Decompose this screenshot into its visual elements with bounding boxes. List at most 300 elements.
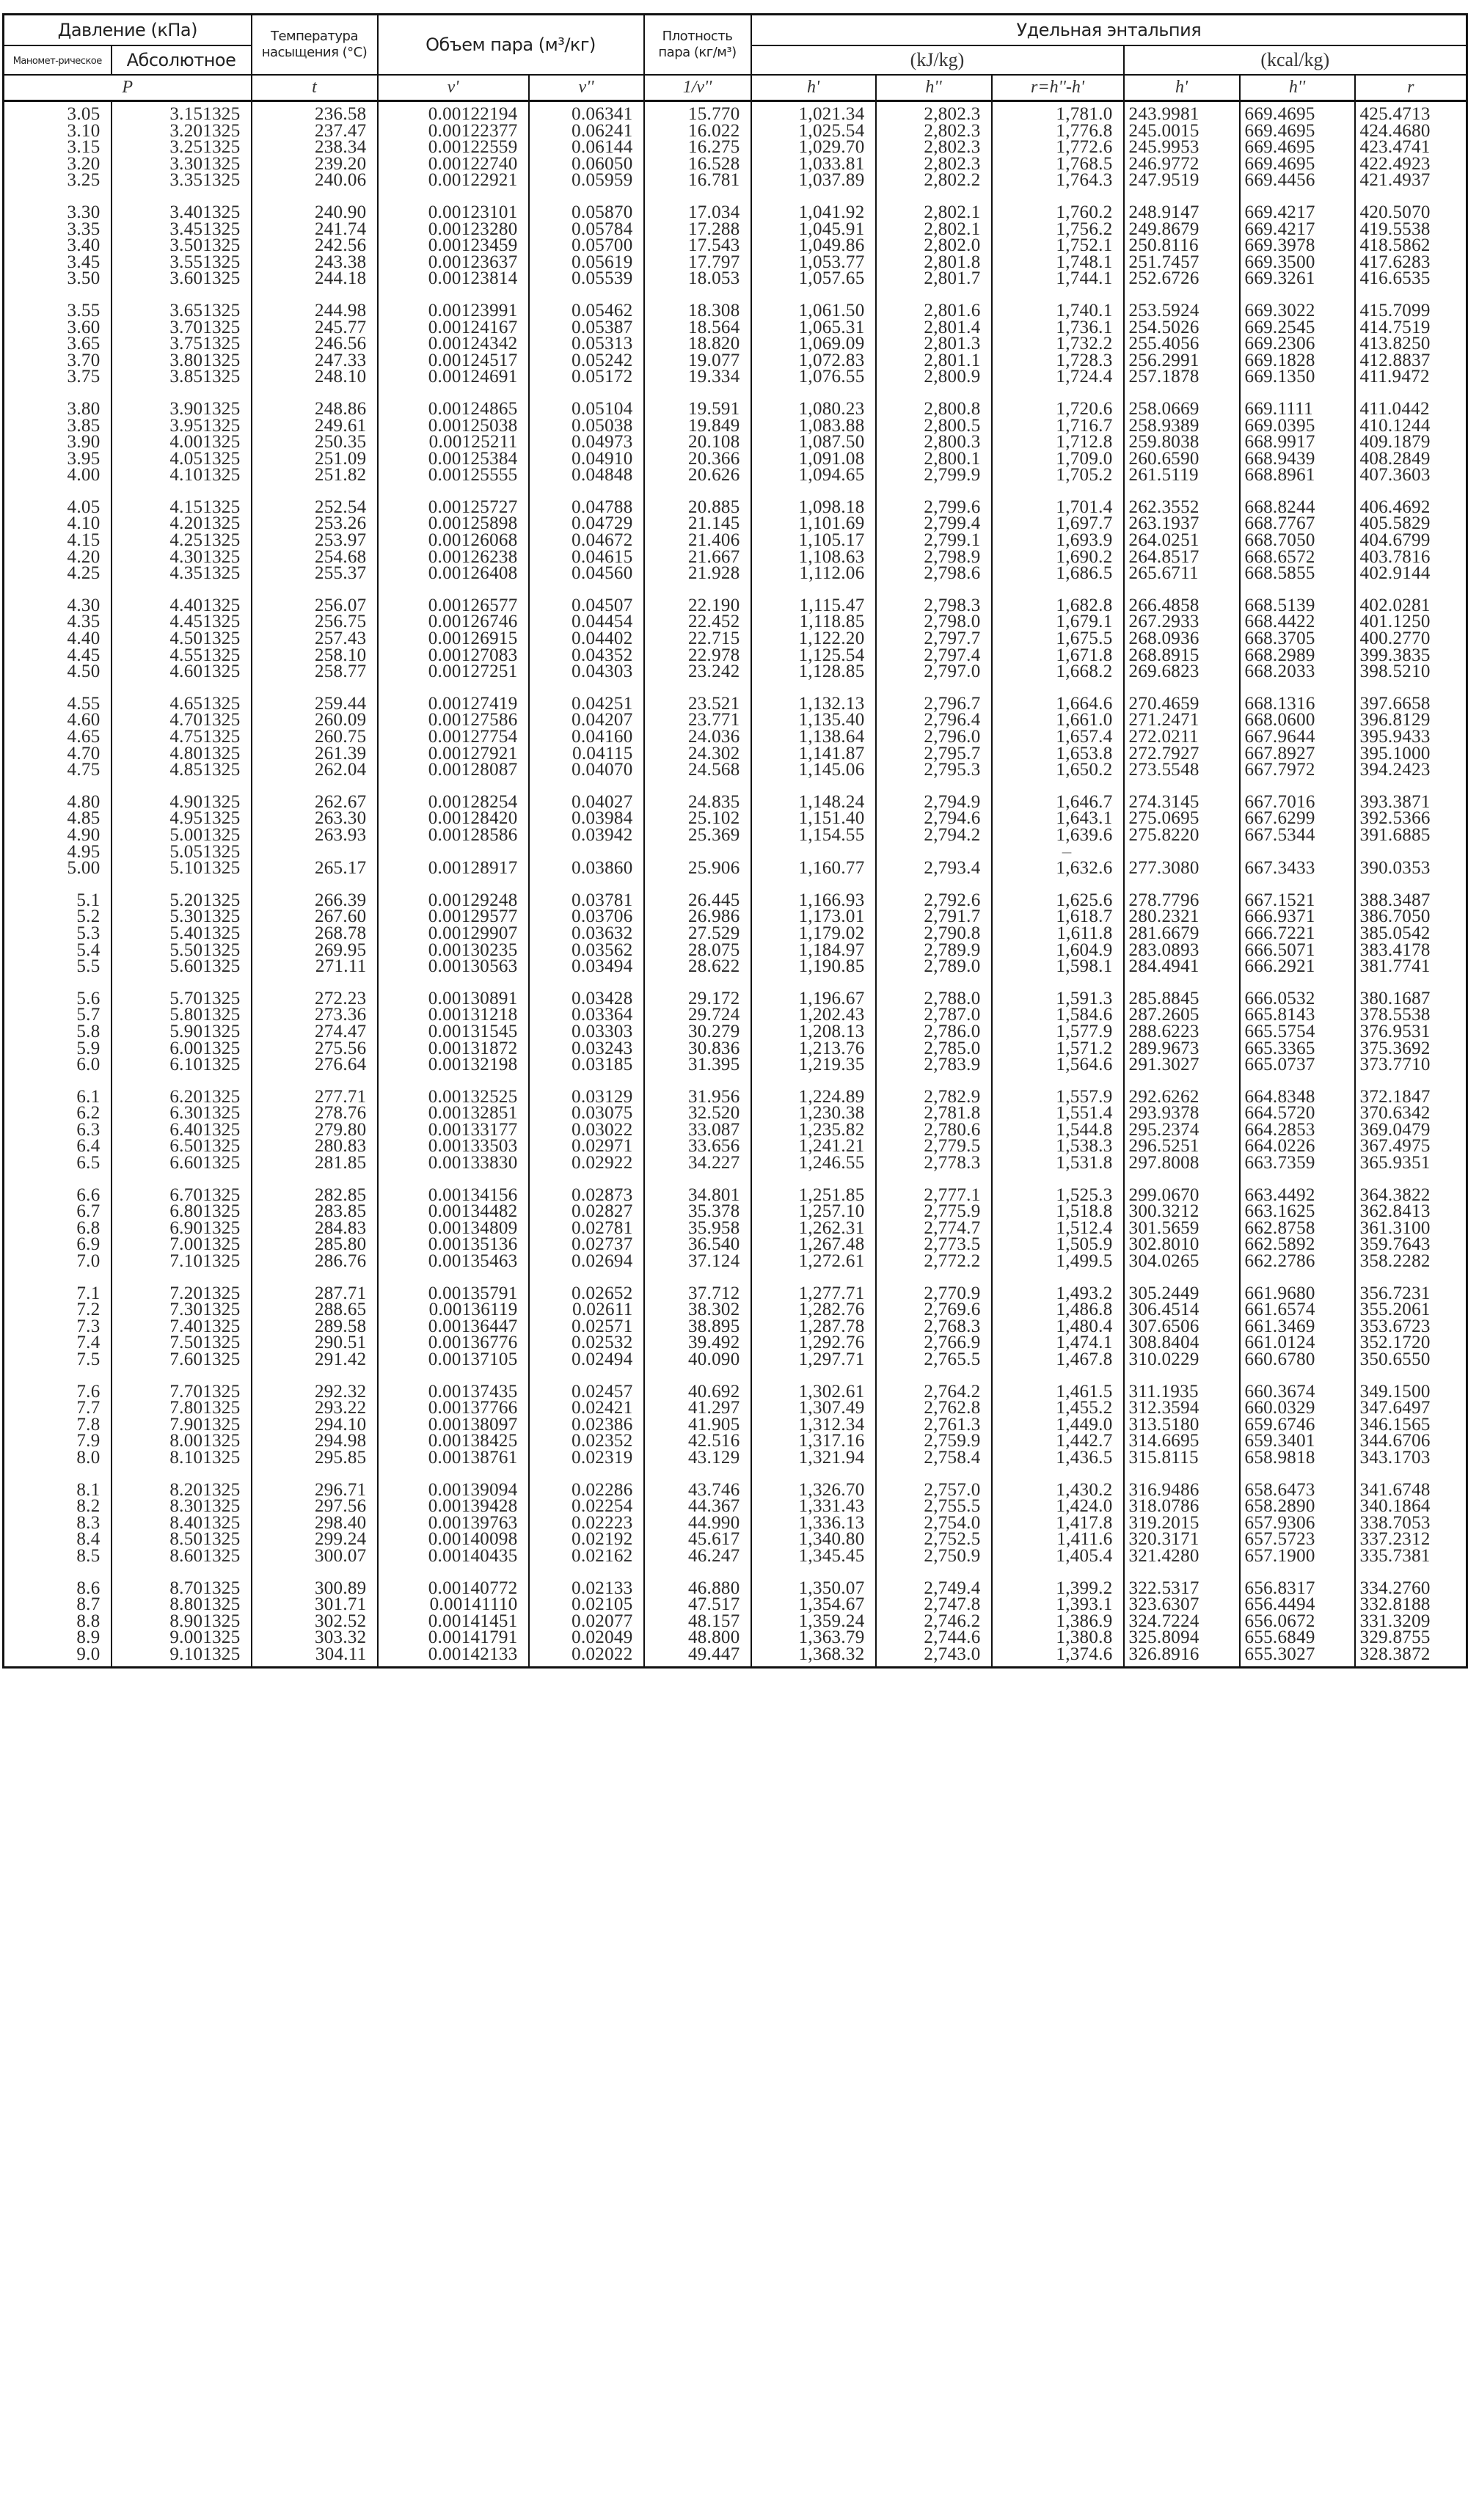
kj-latent-heat-cell: 1,781.0 (992, 101, 1124, 123)
saturation-temp-cell: 237.47 (252, 123, 378, 140)
volume-liquid-cell: 0.00140435 (378, 1548, 529, 1565)
kj-h-liquid-cell: 1,302.61 (751, 1384, 876, 1401)
kcal-latent-heat-cell: 410.1244 (1355, 418, 1467, 435)
vapor-density-cell: 18.308 (644, 303, 751, 320)
volume-vapor-cell: 0.04115 (529, 746, 644, 763)
kcal-h-liquid-cell: 316.9486 (1124, 1482, 1240, 1499)
saturation-temp-cell: 272.23 (252, 991, 378, 1008)
kcal-latent-heat-cell: 411.0442 (1355, 401, 1467, 418)
kcal-h-vapor-cell: 664.5720 (1240, 1105, 1355, 1122)
gauge-pressure-cell: 4.60 (4, 712, 112, 729)
saturation-temp-cell: 298.40 (252, 1515, 378, 1532)
kj-latent-heat-cell: 1,728.3 (992, 353, 1124, 370)
kcal-h-vapor-cell: 668.5139 (1240, 598, 1355, 615)
kj-h-liquid-cell: 1,037.89 (751, 172, 876, 189)
kcal-latent-heat-cell: 408.2849 (1355, 451, 1467, 468)
kj-h-vapor-cell: 2,781.8 (876, 1105, 992, 1122)
volume-liquid-cell: 0.00122377 (378, 123, 529, 140)
kj-h-vapor-cell: 2,802.2 (876, 172, 992, 189)
kj-latent-heat-cell: 1,671.8 (992, 648, 1124, 664)
volume-liquid-cell: 0.00136119 (378, 1302, 529, 1319)
kcal-latent-heat-cell: 399.3835 (1355, 648, 1467, 664)
kj-h-vapor-cell: 2,789.0 (876, 959, 992, 975)
kj-latent-heat-cell: 1,531.8 (992, 1155, 1124, 1172)
kcal-latent-heat-cell: 409.1879 (1355, 434, 1467, 451)
vapor-density-cell: 31.395 (644, 1057, 751, 1074)
absolute-pressure-cell: 6.901325 (112, 1220, 252, 1237)
vapor-density-cell: 25.102 (644, 810, 751, 827)
kj-h-vapor-cell: 2,778.3 (876, 1155, 992, 1172)
kj-h-vapor-cell: 2,750.9 (876, 1548, 992, 1565)
kcal-h-liquid-cell: 253.5924 (1124, 303, 1240, 320)
kcal-h-liquid-cell: 325.8094 (1124, 1630, 1240, 1647)
absolute-pressure-cell: 8.801325 (112, 1597, 252, 1614)
absolute-pressure-cell: 6.301325 (112, 1105, 252, 1122)
kcal-h-vapor-cell: 668.1316 (1240, 696, 1355, 713)
kj-h-liquid-cell: 1,112.06 (751, 565, 876, 582)
kj-h-vapor-cell: 2,799.6 (876, 499, 992, 516)
saturation-temp-cell: 247.33 (252, 353, 378, 370)
saturation-temp-cell: 267.60 (252, 909, 378, 926)
kcal-latent-heat-cell: 376.9531 (1355, 1024, 1467, 1041)
kj-h-liquid-cell: 1,272.61 (751, 1253, 876, 1270)
absolute-pressure-cell: 5.201325 (112, 893, 252, 909)
table-row (4, 959, 1467, 975)
kcal-h-liquid-cell: 261.5119 (1124, 467, 1240, 484)
kcal-h-vapor-cell: 668.3705 (1240, 631, 1355, 648)
volume-vapor-cell: 0.02571 (529, 1319, 644, 1336)
absolute-pressure-cell: 4.051325 (112, 451, 252, 468)
header-volume-label: Объем пара (м³/кг) (426, 34, 596, 55)
absolute-pressure-cell: 4.601325 (112, 664, 252, 681)
saturation-temp-cell: 257.43 (252, 631, 378, 648)
kj-h-vapor-cell: 2,801.6 (876, 303, 992, 320)
kcal-h-liquid-cell: 293.9378 (1124, 1105, 1240, 1122)
volume-liquid-cell: 0.00127754 (378, 729, 529, 746)
absolute-pressure-cell: 7.101325 (112, 1253, 252, 1270)
gauge-pressure-cell: 3.20 (4, 156, 112, 173)
kj-h-liquid-cell: 1,141.87 (751, 746, 876, 763)
gauge-pressure-cell: 4.40 (4, 631, 112, 648)
volume-vapor-cell: 0.02532 (529, 1335, 644, 1352)
kcal-latent-heat-cell: 385.0542 (1355, 926, 1467, 942)
kcal-h-liquid-cell: 274.3145 (1124, 794, 1240, 811)
absolute-pressure-cell: 3.501325 (112, 238, 252, 254)
saturation-temp-cell: 287.71 (252, 1286, 378, 1303)
volume-liquid-cell: 0.00123280 (378, 221, 529, 238)
saturation-temp-cell: 266.39 (252, 893, 378, 909)
kj-h-vapor-cell: 2,775.9 (876, 1204, 992, 1220)
volume-liquid-cell: 0.00134482 (378, 1204, 529, 1220)
absolute-pressure-cell: 5.901325 (112, 1024, 252, 1041)
gauge-pressure-cell: 8.2 (4, 1498, 112, 1515)
gauge-pressure-cell: 3.75 (4, 369, 112, 386)
kj-h-vapor-cell: 2,752.5 (876, 1531, 992, 1548)
vapor-density-cell: 48.157 (644, 1614, 751, 1630)
absolute-pressure-cell: 6.001325 (112, 1041, 252, 1058)
vapor-density-cell: 44.990 (644, 1515, 751, 1532)
volume-vapor-cell: 0.02971 (529, 1138, 644, 1155)
volume-liquid-cell: 0.00123459 (378, 238, 529, 254)
volume-liquid-cell: 0.00126746 (378, 614, 529, 631)
absolute-pressure-cell: 3.201325 (112, 123, 252, 140)
kcal-latent-heat-cell: 398.5210 (1355, 664, 1467, 681)
header-temperature-label: Температура насыщения (°C) (261, 29, 368, 60)
kj-h-vapor-cell: 2,793.4 (876, 860, 992, 877)
volume-liquid-cell: 0.00137105 (378, 1352, 529, 1369)
kj-h-vapor-cell: 2,796.4 (876, 712, 992, 729)
gauge-pressure-cell: 4.70 (4, 746, 112, 763)
kj-h-vapor-cell: 2,761.3 (876, 1417, 992, 1434)
saturation-temp-cell: 251.82 (252, 467, 378, 484)
kcal-latent-heat-cell: 422.4923 (1355, 156, 1467, 173)
gauge-pressure-cell: 8.3 (4, 1515, 112, 1532)
saturation-temp-cell: 269.95 (252, 942, 378, 959)
table-row (4, 1450, 1467, 1467)
kcal-h-vapor-cell: 664.8348 (1240, 1089, 1355, 1106)
volume-liquid-cell: 0.00125727 (378, 499, 529, 516)
vapor-density-cell: 18.053 (644, 271, 751, 287)
kcal-h-vapor-cell: 667.3433 (1240, 860, 1355, 877)
kj-h-liquid-cell: 1,057.65 (751, 271, 876, 287)
absolute-pressure-cell: 6.501325 (112, 1138, 252, 1155)
volume-vapor-cell: 0.02457 (529, 1384, 644, 1401)
header-temperature (252, 15, 378, 76)
kcal-h-vapor-cell: 669.2306 (1240, 336, 1355, 353)
gauge-pressure-cell: 7.8 (4, 1417, 112, 1434)
kj-h-vapor-cell: 2,799.1 (876, 532, 992, 549)
gauge-pressure-cell: 3.10 (4, 123, 112, 140)
saturation-temp-cell: 242.56 (252, 238, 378, 254)
kj-h-vapor-cell: 2,802.0 (876, 238, 992, 254)
kj-h-vapor-cell: 2,759.9 (876, 1433, 992, 1450)
gauge-pressure-cell: 6.1 (4, 1089, 112, 1106)
volume-vapor-cell: 0.02922 (529, 1155, 644, 1172)
kcal-latent-heat-cell: 400.2770 (1355, 631, 1467, 648)
volume-vapor-cell: 0.03494 (529, 959, 644, 975)
kcal-latent-heat-cell: 420.5070 (1355, 205, 1467, 221)
kcal-h-liquid-cell: 302.8010 (1124, 1237, 1240, 1253)
volume-liquid-cell: 0.00141791 (378, 1630, 529, 1647)
kcal-h-vapor-cell: 668.4422 (1240, 614, 1355, 631)
kj-h-liquid-cell: 1,122.20 (751, 631, 876, 648)
volume-vapor-cell: 0.02133 (529, 1581, 644, 1597)
kj-h-vapor-cell: 2,788.0 (876, 991, 992, 1008)
volume-vapor-cell: 0.04910 (529, 451, 644, 468)
kj-latent-heat-cell: 1,584.6 (992, 1007, 1124, 1024)
kcal-latent-heat-cell: 388.3487 (1355, 893, 1467, 909)
kcal-h-vapor-cell: 662.8758 (1240, 1220, 1355, 1237)
saturation-temp-cell: 284.83 (252, 1220, 378, 1237)
kcal-latent-heat-cell: 346.1565 (1355, 1417, 1467, 1434)
vapor-density-cell: 23.242 (644, 664, 751, 681)
volume-vapor-cell: 0.04027 (529, 794, 644, 811)
kj-latent-heat-cell: 1,664.6 (992, 696, 1124, 713)
gauge-pressure-cell: 7.3 (4, 1319, 112, 1336)
kj-latent-heat-cell: 1,461.5 (992, 1384, 1124, 1401)
kj-h-liquid-cell: 1,354.67 (751, 1597, 876, 1614)
volume-vapor-cell: 0.06144 (529, 139, 644, 156)
kcal-h-liquid-cell: 292.6262 (1124, 1089, 1240, 1106)
volume-liquid-cell: 0.00141451 (378, 1614, 529, 1630)
kcal-h-vapor-cell: 666.0532 (1240, 991, 1355, 1008)
kj-h-liquid-cell: 1,246.55 (751, 1155, 876, 1172)
table-row (4, 565, 1467, 582)
volume-liquid-cell: 0.00137766 (378, 1400, 529, 1417)
kj-h-liquid-cell: 1,196.67 (751, 991, 876, 1008)
kcal-h-vapor-cell: 658.2890 (1240, 1498, 1355, 1515)
gauge-pressure-cell: 5.3 (4, 926, 112, 942)
kcal-h-liquid-cell: 272.0211 (1124, 729, 1240, 746)
kcal-latent-heat-cell: 407.3603 (1355, 467, 1467, 484)
volume-vapor-cell: 0.06050 (529, 156, 644, 173)
table-row (4, 664, 1467, 681)
gauge-pressure-cell: 9.0 (4, 1647, 112, 1667)
kj-h-liquid-cell: 1,350.07 (751, 1581, 876, 1597)
saturation-temp-cell: 253.97 (252, 532, 378, 549)
volume-liquid-cell: 0.00138761 (378, 1450, 529, 1467)
kj-h-vapor-cell: 2,798.0 (876, 614, 992, 631)
volume-vapor-cell: 0.05784 (529, 221, 644, 238)
kcal-h-liquid-cell: 264.8517 (1124, 549, 1240, 566)
table-row (4, 1548, 1467, 1565)
volume-liquid-cell: 0.00135463 (378, 1253, 529, 1270)
saturation-temp-cell: 249.61 (252, 418, 378, 435)
gauge-pressure-cell: 8.1 (4, 1482, 112, 1499)
volume-liquid-cell: 0.00133830 (378, 1155, 529, 1172)
symbol-v1: v' (378, 75, 529, 101)
absolute-pressure-cell: 4.301325 (112, 549, 252, 566)
volume-vapor-cell: 0.02077 (529, 1614, 644, 1630)
kcal-h-liquid-cell: 313.5180 (1124, 1417, 1240, 1434)
kcal-h-vapor-cell: 660.3674 (1240, 1384, 1355, 1401)
volume-vapor-cell: 0.04973 (529, 434, 644, 451)
absolute-pressure-cell: 4.101325 (112, 467, 252, 484)
gauge-pressure-cell: 4.50 (4, 664, 112, 681)
vapor-density-cell: 31.956 (644, 1089, 751, 1106)
kj-latent-heat-cell: 1,675.5 (992, 631, 1124, 648)
volume-liquid-cell: 0.00126238 (378, 549, 529, 566)
volume-vapor-cell: 0.02386 (529, 1417, 644, 1434)
kcal-latent-heat-cell: 414.7519 (1355, 320, 1467, 337)
volume-vapor-cell: 0.03303 (529, 1024, 644, 1041)
volume-vapor-cell: 0.03075 (529, 1105, 644, 1122)
gauge-pressure-cell: 3.60 (4, 320, 112, 337)
kj-h-vapor-cell: 2,783.9 (876, 1057, 992, 1074)
kcal-h-liquid-cell: 266.4858 (1124, 598, 1240, 615)
header-kcal-unit: (kcal/kg) (1124, 45, 1467, 75)
kcal-h-vapor-cell: 669.4456 (1240, 172, 1355, 189)
kcal-h-liquid-cell: 287.2605 (1124, 1007, 1240, 1024)
volume-vapor-cell: 0.03860 (529, 860, 644, 877)
vapor-density-cell: 24.302 (644, 746, 751, 763)
kj-h-vapor-cell: 2,769.6 (876, 1302, 992, 1319)
volume-vapor-cell: 0.04251 (529, 696, 644, 713)
kcal-h-vapor-cell: 665.3365 (1240, 1041, 1355, 1058)
kcal-latent-heat-cell: 395.1000 (1355, 746, 1467, 763)
absolute-pressure-cell: 5.301325 (112, 909, 252, 926)
saturation-temp-cell: 295.85 (252, 1450, 378, 1467)
absolute-pressure-cell: 3.301325 (112, 156, 252, 173)
kcal-h-liquid-cell: 306.4514 (1124, 1302, 1240, 1319)
volume-liquid-cell: 0.00139094 (378, 1482, 529, 1499)
kj-latent-heat-cell: 1,709.0 (992, 451, 1124, 468)
absolute-pressure-cell: 3.451325 (112, 221, 252, 238)
kj-h-vapor-cell: 2,800.1 (876, 451, 992, 468)
kj-h-liquid-cell: 1,184.97 (751, 942, 876, 959)
vapor-density-cell: 46.880 (644, 1581, 751, 1597)
kcal-h-vapor-cell: 659.6746 (1240, 1417, 1355, 1434)
kj-h-liquid-cell: 1,094.65 (751, 467, 876, 484)
kcal-h-liquid-cell: 285.8845 (1124, 991, 1240, 1008)
gauge-pressure-cell: 3.85 (4, 418, 112, 435)
vapor-density-cell: 32.520 (644, 1105, 751, 1122)
kcal-h-vapor-cell: 667.5344 (1240, 827, 1355, 844)
kcal-latent-heat-cell: 367.4975 (1355, 1138, 1467, 1155)
kcal-latent-heat-cell: 415.7099 (1355, 303, 1467, 320)
volume-vapor-cell: 0.04848 (529, 467, 644, 484)
kcal-latent-heat-cell: 375.3692 (1355, 1041, 1467, 1058)
saturation-temp-cell: 265.17 (252, 860, 378, 877)
kcal-latent-heat-cell: 397.6658 (1355, 696, 1467, 713)
kcal-h-liquid-cell: 259.8038 (1124, 434, 1240, 451)
volume-liquid-cell: 0.00127251 (378, 664, 529, 681)
kj-h-vapor-cell: 2,755.5 (876, 1498, 992, 1515)
volume-vapor-cell: 0.04207 (529, 712, 644, 729)
vapor-density-cell: 22.452 (644, 614, 751, 631)
kcal-h-liquid-cell: 308.8404 (1124, 1335, 1240, 1352)
kj-h-liquid-cell: 1,307.49 (751, 1400, 876, 1417)
kcal-latent-heat-cell: 395.9433 (1355, 729, 1467, 746)
saturation-temp-cell: 286.76 (252, 1253, 378, 1270)
kj-latent-heat-cell: 1,625.6 (992, 893, 1124, 909)
kcal-h-vapor-cell: 660.6780 (1240, 1352, 1355, 1369)
kj-h-liquid-cell: 1,277.71 (751, 1286, 876, 1303)
absolute-pressure-cell: 3.801325 (112, 353, 252, 370)
kcal-h-liquid-cell: 322.5317 (1124, 1581, 1240, 1597)
kj-latent-heat-cell: 1,591.3 (992, 991, 1124, 1008)
absolute-pressure-cell: 6.601325 (112, 1155, 252, 1172)
volume-liquid-cell: 0.00125211 (378, 434, 529, 451)
volume-liquid-cell: 0.00128254 (378, 794, 529, 811)
kcal-h-vapor-cell: 669.3261 (1240, 271, 1355, 287)
kj-h-liquid-cell: 1,230.38 (751, 1105, 876, 1122)
vapor-density-cell: 30.279 (644, 1024, 751, 1041)
kj-h-liquid-cell: 1,219.35 (751, 1057, 876, 1074)
kcal-h-liquid-cell: 257.1878 (1124, 369, 1240, 386)
kcal-latent-heat-cell: 404.6799 (1355, 532, 1467, 549)
kj-h-liquid-cell: 1,115.47 (751, 598, 876, 615)
volume-liquid-cell: 0.00139763 (378, 1515, 529, 1532)
volume-liquid-cell: 0.00142133 (378, 1647, 529, 1667)
vapor-density-cell: 28.075 (644, 942, 751, 959)
kcal-latent-heat-cell: 411.9472 (1355, 369, 1467, 386)
symbol-r: r=h''-h' (992, 75, 1124, 101)
kj-h-liquid-cell: 1,021.34 (751, 101, 876, 123)
absolute-pressure-cell: 5.601325 (112, 959, 252, 975)
gauge-pressure-cell: 7.2 (4, 1302, 112, 1319)
absolute-pressure-cell: 5.001325 (112, 827, 252, 844)
kj-h-liquid-cell: 1,359.24 (751, 1614, 876, 1630)
kcal-h-liquid-cell: 248.9147 (1124, 205, 1240, 221)
volume-liquid-cell: 0.00134156 (378, 1187, 529, 1204)
saturation-temp-cell: 253.26 (252, 516, 378, 532)
kcal-latent-heat-cell: 386.7050 (1355, 909, 1467, 926)
kj-latent-heat-cell: 1,480.4 (992, 1319, 1124, 1336)
kcal-latent-heat-cell: 424.4680 (1355, 123, 1467, 140)
kcal-latent-heat-cell: 344.6706 (1355, 1433, 1467, 1450)
kj-latent-heat-cell: 1,712.8 (992, 434, 1124, 451)
kcal-h-vapor-cell: 662.2786 (1240, 1253, 1355, 1270)
vapor-density-cell: 28.622 (644, 959, 751, 975)
volume-vapor-cell: 0.04560 (529, 565, 644, 582)
kj-latent-heat-cell: 1,764.3 (992, 172, 1124, 189)
kcal-h-liquid-cell: 254.5026 (1124, 320, 1240, 337)
gauge-pressure-cell: 4.30 (4, 598, 112, 615)
kcal-h-liquid-cell: 304.0265 (1124, 1253, 1240, 1270)
kj-latent-heat-cell: 1,611.8 (992, 926, 1124, 942)
kcal-h-liquid-cell: 288.6223 (1124, 1024, 1240, 1041)
header-enthalpy: Удельная энтальпия (751, 15, 1467, 46)
kj-latent-heat-cell: 1,449.0 (992, 1417, 1124, 1434)
kcal-latent-heat-cell: 340.1864 (1355, 1498, 1467, 1515)
kcal-latent-heat-cell: 332.8188 (1355, 1597, 1467, 1614)
absolute-pressure-cell: 5.801325 (112, 1007, 252, 1024)
volume-liquid-cell: 0.00133177 (378, 1122, 529, 1139)
vapor-density-cell: 17.797 (644, 254, 751, 271)
vapor-density-cell: 26.445 (644, 893, 751, 909)
saturation-temp-cell: 273.36 (252, 1007, 378, 1024)
gauge-pressure-cell: 8.6 (4, 1581, 112, 1597)
kcal-h-vapor-cell: 655.6849 (1240, 1630, 1355, 1647)
kcal-latent-heat-cell: 353.6723 (1355, 1319, 1467, 1336)
kcal-h-vapor-cell: 656.8317 (1240, 1581, 1355, 1597)
saturation-temp-cell: 241.74 (252, 221, 378, 238)
kcal-h-vapor-cell: 657.1900 (1240, 1548, 1355, 1565)
kcal-h-liquid-cell: 326.8916 (1124, 1647, 1240, 1667)
kj-h-liquid-cell: 1,166.93 (751, 893, 876, 909)
kj-h-vapor-cell: 2,747.8 (876, 1597, 992, 1614)
kj-latent-heat-cell: 1,544.8 (992, 1122, 1124, 1139)
absolute-pressure-cell: 8.201325 (112, 1482, 252, 1499)
kcal-h-liquid-cell: 275.0695 (1124, 810, 1240, 827)
saturation-temp-cell: 258.77 (252, 664, 378, 681)
kj-latent-heat-cell: 1,525.3 (992, 1187, 1124, 1204)
saturation-temp-cell: 279.80 (252, 1122, 378, 1139)
saturation-temp-cell: 276.64 (252, 1057, 378, 1074)
saturation-temp-cell: 239.20 (252, 156, 378, 173)
kj-h-liquid-cell: 1,160.77 (751, 860, 876, 877)
absolute-pressure-cell: 8.901325 (112, 1614, 252, 1630)
absolute-pressure-cell: 8.501325 (112, 1531, 252, 1548)
gauge-pressure-cell: 5.9 (4, 1041, 112, 1058)
volume-vapor-cell: 0.05462 (529, 303, 644, 320)
absolute-pressure-cell: 3.401325 (112, 205, 252, 221)
kj-h-liquid-cell: 1,326.70 (751, 1482, 876, 1499)
kcal-h-vapor-cell: 655.3027 (1240, 1647, 1355, 1667)
symbol-v2: v'' (529, 75, 644, 101)
volume-liquid-cell: 0.00124691 (378, 369, 529, 386)
kj-h-liquid-cell: 1,135.40 (751, 712, 876, 729)
kj-h-vapor-cell: 2,797.7 (876, 631, 992, 648)
vapor-density-cell: 15.770 (644, 101, 751, 123)
kcal-latent-heat-cell: 352.1720 (1355, 1335, 1467, 1352)
kcal-h-vapor-cell: 668.7767 (1240, 516, 1355, 532)
table-row (4, 762, 1467, 779)
absolute-pressure-cell: 5.401325 (112, 926, 252, 942)
symbol-p: P (4, 75, 252, 101)
kj-h-vapor-cell: 2,799.4 (876, 516, 992, 532)
